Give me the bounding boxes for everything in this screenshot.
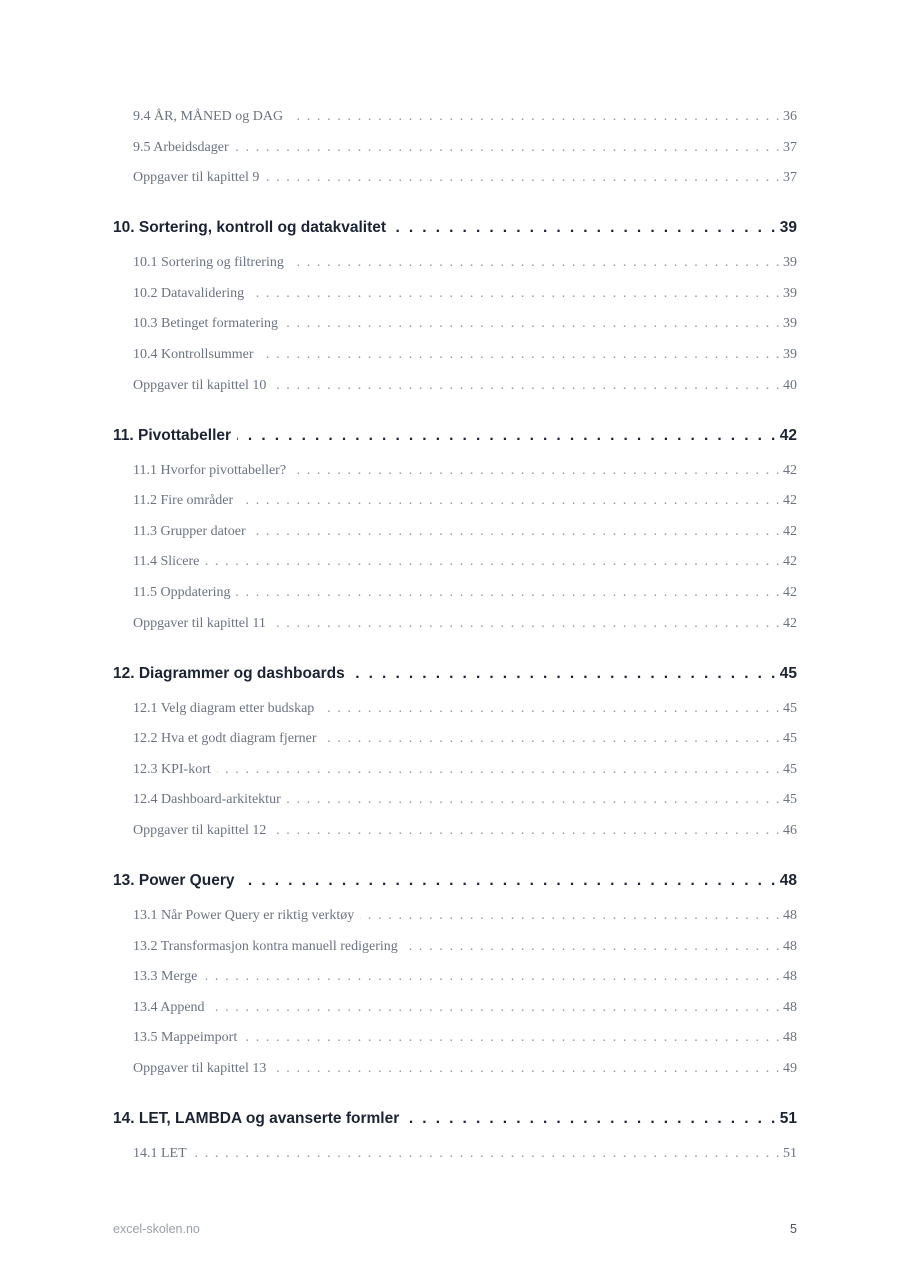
toc-dot-leader [272, 1061, 781, 1077]
toc-section-entry[interactable] [133, 378, 797, 394]
toc-entry-title: 13. Power Query [113, 872, 235, 889]
toc-entry-page: 42 [783, 554, 797, 570]
toc-entry-page: 40 [783, 377, 797, 393]
toc-entry-title: 13.5 Mappeimport [133, 1030, 238, 1046]
toc-entry-title: 10.1 Sortering og filtrering [133, 255, 284, 271]
toc-entry-page: 45 [783, 792, 797, 808]
toc-section-entry[interactable] [133, 908, 797, 924]
toc-dot-leader [284, 316, 781, 332]
toc-dot-leader [211, 1000, 781, 1016]
toc-chapter-entry[interactable] [113, 1110, 797, 1128]
toc-section-entry[interactable] [133, 109, 797, 125]
toc-section-entry[interactable] [133, 701, 797, 717]
toc-dot-leader [235, 140, 781, 156]
toc-entry-title: Oppgaver til kapittel 13 [133, 1061, 267, 1076]
toc-section-entry[interactable] [133, 1000, 797, 1016]
toc-entry-page: 45 [783, 761, 797, 777]
toc-entry-page: 42 [783, 585, 797, 600]
toc-entry-page: 48 [779, 872, 797, 889]
toc-dot-leader [272, 616, 781, 632]
toc-entry-title: 9.4 ÅR, MÅNED og DAG [133, 109, 284, 124]
toc-entry-page: 42 [783, 523, 797, 539]
toc-dot-leader [203, 969, 781, 985]
toc-entry-page: 51 [779, 1110, 797, 1127]
toc-entry-title: 13.3 Merge [133, 969, 198, 985]
toc-dot-leader [392, 219, 778, 237]
toc-entry-title: Oppgaver til kapittel 12 [133, 823, 267, 838]
toc-entry-title: 10.3 Betinget formatering [133, 316, 279, 332]
toc-entry-page: 36 [783, 109, 797, 124]
toc-chapter-entry[interactable] [113, 665, 797, 683]
toc-entry-title: Oppgaver til kapittel 9 [133, 170, 260, 186]
toc-entry-page: 42 [783, 493, 797, 509]
toc-dot-leader [290, 255, 781, 271]
toc-dot-leader [237, 427, 778, 445]
toc-chapter-entry[interactable] [113, 219, 797, 237]
toc-entry-page: 46 [783, 823, 797, 838]
toc-entry-page: 42 [783, 615, 797, 631]
toc-dot-leader [217, 762, 781, 778]
toc-dot-leader [265, 170, 781, 186]
toc-entry-page: 48 [783, 999, 797, 1015]
toc-dot-leader [360, 908, 781, 924]
toc-section-entry[interactable] [133, 585, 797, 601]
toc-entry-page: 39 [783, 316, 797, 332]
toc-section-entry[interactable] [133, 255, 797, 271]
toc-dot-leader [351, 665, 778, 683]
toc-dot-leader [320, 701, 781, 717]
toc-dot-leader [250, 286, 781, 302]
toc-entry-page: 42 [779, 426, 797, 444]
toc-entry-page: 48 [783, 1030, 797, 1046]
toc-entry-title: 11.2 Fire områder [133, 493, 234, 509]
toc-entry-title: Oppgaver til kapittel 10 [133, 377, 267, 393]
toc-entry-title: 9.5 Arbeidsdager [133, 139, 229, 155]
toc-entry-title: 11.1 Hvorfor pivottabeller? [133, 462, 287, 478]
toc-entry-title: 10.2 Datavalidering [133, 285, 245, 301]
toc-section-entry[interactable] [133, 792, 797, 808]
toc-section-entry[interactable] [133, 316, 797, 332]
toc-entry-title: 13.2 Transformasjon kontra manuell redigering [133, 938, 398, 954]
toc-entry-title: 13.4 Append [133, 999, 205, 1015]
toc-section-entry[interactable] [133, 616, 797, 632]
toc-section-entry[interactable] [133, 823, 797, 839]
toc-entry-page: 49 [783, 1061, 797, 1076]
toc-dot-leader [193, 1146, 781, 1162]
toc-entry-title: 13.1 Når Power Query er riktig verktøy [133, 908, 355, 923]
toc-dot-leader [323, 731, 782, 747]
toc-section-entry[interactable] [133, 1030, 797, 1046]
toc-dot-leader [240, 872, 777, 890]
toc-dot-leader [260, 347, 781, 363]
toc-entry-title: 12.1 Velg diagram etter budskap [133, 700, 315, 716]
toc-dot-leader [404, 939, 781, 955]
toc-entry-page: 39 [779, 219, 797, 237]
toc-entry-page: 45 [783, 731, 797, 747]
toc-dot-leader [405, 1110, 778, 1128]
toc-entry-page: 39 [783, 285, 797, 301]
toc-entry-page: 39 [783, 347, 797, 362]
toc-entry-title: 11.3 Grupper datoer [133, 523, 246, 539]
toc-entry-page: 48 [783, 908, 797, 923]
toc-dot-leader [252, 524, 781, 540]
toc-section-entry[interactable] [133, 524, 797, 540]
toc-entry-title: 12.2 Hva et godt diagram fjerner [133, 731, 317, 747]
toc-chapter-entry[interactable] [113, 872, 797, 890]
toc-entry-title: 10. Sortering, kontroll og datakvalitet [113, 219, 387, 237]
toc-entry-title: 11.4 Slicere [133, 554, 200, 570]
toc-entry-title: 11. Pivottabeller [113, 426, 232, 444]
toc-dot-leader [205, 554, 781, 570]
toc-dot-leader [243, 1030, 781, 1046]
toc-section-entry[interactable] [133, 969, 797, 985]
toc-entry-page: 48 [783, 938, 797, 954]
toc-section-entry[interactable] [133, 554, 797, 570]
toc-entry-page: 51 [783, 1146, 797, 1161]
footer-site: excel-skolen.no [113, 1222, 200, 1236]
toc-section-entry[interactable] [133, 762, 797, 778]
toc-section-entry[interactable] [133, 463, 797, 479]
toc-section-entry[interactable] [133, 731, 797, 747]
toc-entry-page: 42 [783, 462, 797, 478]
toc-section-entry[interactable] [133, 1061, 797, 1077]
toc-section-entry[interactable] [133, 1146, 797, 1162]
toc-entry-title: 11.5 Oppdatering [133, 585, 231, 600]
toc-entry-page: 48 [783, 969, 797, 985]
toc-dot-leader [287, 792, 781, 808]
toc-dot-leader [272, 823, 781, 839]
toc-entry-page: 45 [783, 700, 797, 716]
toc-entry-page: 39 [783, 255, 797, 271]
toc-section-entry[interactable] [133, 493, 797, 509]
toc-entry-page: 37 [783, 170, 797, 186]
toc-section-entry[interactable] [133, 939, 797, 955]
toc-dot-leader [292, 463, 781, 479]
toc-entry-title: 14. LET, LAMBDA og avanserte formler [113, 1110, 400, 1127]
table-of-contents [113, 0, 797, 1200]
toc-entry-title: Oppgaver til kapittel 11 [133, 615, 266, 631]
toc-dot-leader [272, 378, 781, 394]
toc-entry-title: 12.3 KPI-kort [133, 761, 211, 777]
toc-section-entry[interactable] [133, 140, 797, 156]
toc-section-entry[interactable] [133, 170, 797, 186]
toc-entry-page: 37 [783, 139, 797, 155]
toc-chapter-entry[interactable] [113, 427, 797, 445]
toc-dot-leader [236, 585, 781, 601]
toc-dot-leader [289, 109, 781, 125]
toc-entry-title: 14.1 LET [133, 1146, 187, 1161]
toc-section-entry[interactable] [133, 347, 797, 363]
toc-entry-title: 10.4 Kontrollsummer [133, 347, 254, 362]
toc-entry-title: 12.4 Dashboard-arkitektur [133, 792, 281, 808]
toc-entry-page: 45 [779, 664, 797, 682]
toc-dot-leader [239, 493, 781, 509]
footer-page-number: 5 [790, 1222, 797, 1236]
toc-entry-title: 12. Diagrammer og dashboards [113, 664, 345, 682]
toc-section-entry[interactable] [133, 286, 797, 302]
